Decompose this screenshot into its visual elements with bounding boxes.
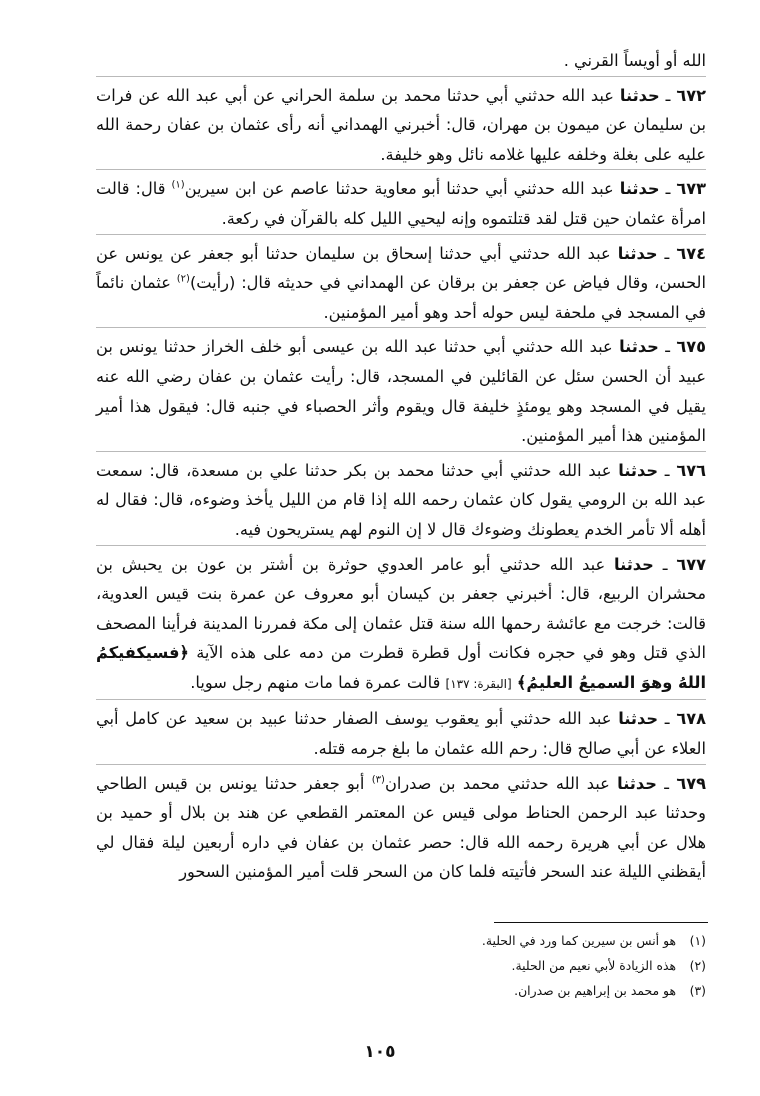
hadith-keyword: حدثنا [617,773,657,793]
quran-verse: ﴿فسيكفيكمُ اللهُ وهوَ السميعُ العليمُ﴾ [96,643,706,692]
hadith-672: ٦٧٢ ـ حدثنا عبد الله حدثني أبي حدثنا محمد بن سلمة الحراني عن أبي عبد الله عن فرات بن سليمان عن ميمون بن مهران، قال: أخبرني الهمداني أنه رأى عثمان بن عفان رحمة الله عليه على بغلة وخلفه عليها غلامه نائل وهو خليفة. [96,76,706,170]
hadith-text-cont: عثمان نائماً في المسجد في ملحفة ليس حوله أحد وهو أمير المؤمنين. [96,273,706,322]
hadith-keyword: حدثنا [618,709,659,729]
footnote-1 [96,928,706,953]
hadith-676: ٦٧٦ ـ حدثنا عبد الله حدثني أبي حدثنا محمد بن بكر حدثنا علي بن مسعدة، قال: سمعت عبد الله بن الرومي يقول كان عثمان رحمه الله إذا قام من الليل يأخذ وضوءه، قال: فقال له أهله ألا تأمر الخدم يعطونك وضوءك قال لا إن النوم لهم يستريحون فيه. [96,451,706,545]
hadith-679: ٦٧٩ ـ حدثنا عبد الله حدثني محمد بن صدران$^{(٣)}$ أبو جعفر حدثنا يونس بن قيس الطاحي وحدثنا عبد الرحمن الحناط مولى قيس عن المعتمر القطعي عن هند بن بلال أو حميد بن هلال عن أبي هريرة رحمه الله قال: حصر عثمان بن عفان في داره أربعين ليلة فقال لي أيقظني الليلة عند السحر فأتيته فلما كان من السحر قلت أمير المؤمنين السحور [96,764,706,887]
footnotes [96,928,706,1003]
footnote-mark: (١) [171,179,185,191]
hadith-text-cont: قالت عمرة فما مات منهم رجل سويا. [190,672,441,692]
hadith-keyword: حدثنا [619,337,659,357]
hadith-keyword: حدثنا [619,85,660,105]
hadith-text: عبد الله حدثني أبي حدثنا عبد الله بن عيسى أبو خلف الخراز حدثنا يونس بن عبيد أن الحسن سئل عن القائلين في المسجد، قال: رأيت عثمان بن عفان رضي الله عنه يقيل في المسجد وهو يومئذٍ خليفة قال ويقوم وأثر الحصباء في جنبه قال: فيقول هذا أمير المؤمنين هذا أمير المؤمنين. [96,337,706,446]
hadith-675: ٦٧٥ ـ حدثنا عبد الله حدثني أبي حدثنا عبد الله بن عيسى أبو خلف الخراز حدثنا يونس بن عبيد أن الحسن سئل عن القائلين في المسجد، قال: رأيت عثمان بن عفان رضي الله عنه يقيل في المسجد وهو يومئذٍ خليفة قال ويقوم وأثر الحصباء في جنبه قال: فيقول هذا أمير المؤمنين هذا أمير المؤمنين. [96,327,706,450]
footnote-text: هو محمد بن إبراهيم بن صدران. [514,983,676,998]
main-text [96,46,706,887]
footnote-2 [96,953,706,978]
hadith-677: ٦٧٧ ـ حدثنا عبد الله حدثني أبو عامر العدوي حوثرة بن أشتر بن عون بن يحبش بن محشران الربيع، قال: أخبرني جعفر بن كيسان أبو معروف عن عمرة بنت قيس العدوية، قالت: خرجت مع عائشة رحمها الله سنة قتل عثمان إلى مكة فمررنا المدينة فرأينا المصحف الذي قتل وهو في حجره فكانت أول قطرة قطرت من دمه على هذه الآية ﴿فسيكفيكمُ اللهُ وهوَ السميعُ العليمُ﴾ [البقرة: ١٣٧] قالت عمرة فما مات منهم رجل سويا. [96,545,706,700]
footnote-3 [96,978,706,1003]
hadith-number: ٦٧٣ [676,179,706,199]
hadith-number: ٦٧٧ [676,554,706,574]
hadith-678: ٦٧٨ ـ حدثنا عبد الله حدثني أبو يعقوب يوسف الصفار حدثنا عبيد بن سعيد عن كامل أبي العلاء عن أبي صالح قال: رحم الله عثمان ما بلغ جرمه قتله. [96,699,706,763]
footnote-mark: (٣) [371,774,385,786]
hadith-number: ٦٧٤ [676,243,706,263]
hadith-text-cont: قال: قالت امرأة عثمان حين قتل لقد قتلتموه وإنه ليحيي الليل كله بالقرآن في ركعة. [96,179,706,228]
footnote-number: (٣) [689,983,706,998]
footnote-number: (١) [689,933,706,948]
footnote-mark: (٢) [176,273,190,285]
hadith-text-cont: أبو جعفر حدثنا يونس بن قيس الطاحي وحدثنا عبد الرحمن الحناط مولى قيس عن المعتمر القطعي عن هند بن بلال أو حميد بن هلال عن أبي هريرة رحمه الله قال: حصر عثمان بن عفان في داره أربعين ليلة فقال لي أيقظني الليلة عند السحر فأتيته فلما كان من السحر قلت أمير المؤمنين السحور [96,773,706,882]
hadith-text: عبد الله حدثني أبي حدثنا أبو معاوية حدثنا عاصم عن ابن سيرين [184,179,614,199]
hadith-keyword: حدثنا [618,460,659,480]
hadith-674: ٦٧٤ ـ حدثنا عبد الله حدثني أبي حدثنا إسحاق بن سليمان حدثنا أبو جعفر عن يونس عن الحسن، وقال فياض عن جعفر بن برقان عن الهمداني في حديثه قال: (رأيت)$^{(٢)}$ عثمان نائماً في المسجد في ملحفة ليس حوله أحد وهو أمير المؤمنين. [96,234,706,328]
hadith-text: عبد الله حدثني محمد بن صدران [384,773,610,793]
footnote-text: هو أنس بن سيرين كما ورد في الحلية. [481,933,676,948]
hadith-text: عبد الله حدثني أبو عامر العدوي حوثرة بن أشتر بن عون بن يحبش بن محشران الربيع، قال: أخبرني جعفر بن كيسان أبو معروف عن عمرة بنت قيس العدوية، قالت: خرجت مع عائشة رحمها الله سنة قتل عثمان إلى مكة فمررنا المدينة فرأينا المصحف الذي قتل وهو في حجره فكانت أول قطرة قطرت من دمه على هذه الآية [96,554,706,663]
hadith-673: ٦٧٣ ـ حدثنا عبد الله حدثني أبي حدثنا أبو معاوية حدثنا عاصم عن ابن سيرين$^{(١)}$ قال: قالت امرأة عثمان حين قتل لقد قتلتموه وإنه ليحيي الليل كله بالقرآن في ركعة. [96,169,706,233]
hadith-number: ٦٧٦ [676,460,706,480]
hadith-number: ٦٧٢ [676,85,706,105]
opening-line: الله أو أويساً القرني . [563,51,706,70]
page-number: ١٠٥ [364,1042,396,1062]
hadith-number: ٦٧٩ [676,773,706,793]
hadith-keyword: حدثنا [614,554,654,574]
footnote-separator [494,922,708,923]
hadith-number: ٦٧٥ [676,337,706,357]
hadith-text: عبد الله حدثني أبي حدثنا محمد بن سلمة الحراني عن أبي عبد الله عن فرات بن سليمان عن ميمون بن مهران، قال: أخبرني الهمداني أنه رأى عثمان بن عفان رحمة الله عليه على بغلة وخلفه عليها غلامه نائل وهو خليفة. [96,85,706,164]
footnote-text: هذه الزيادة لأبي نعيم من الحلية. [511,958,676,973]
hadith-text: عبد الله حدثني أبي حدثنا محمد بن بكر حدثنا علي بن مسعدة، قال: سمعت عبد الله بن الرومي يقول كان عثمان رحمه الله إذا قام من الليل يأخذ وضوءه، قال: فقال له أهله ألا تأمر الخدم يعطونك وضوءك قال لا إن النوم لهم يستريحون فيه. [96,460,706,539]
hadith-text: عبد الله حدثني أبو يعقوب يوسف الصفار حدثنا عبيد بن سعيد عن كامل أبي العلاء عن أبي صالح قال: رحم الله عثمان ما بلغ جرمه قتله. [96,709,706,759]
hadith-keyword: حدثنا [619,179,660,199]
hadith-keyword: حدثنا [617,243,658,263]
hadith-number: ٦٧٨ [676,709,706,729]
verse-reference: [البقرة: ١٣٧] [445,676,512,691]
hadith-text: عبد الله حدثني أبي حدثنا إسحاق بن سليمان حدثنا أبو جعفر عن يونس عن الحسن، وقال فياض عن جعفر بن برقان عن الهمداني في حديثه قال: (رأيت) [96,243,706,293]
footnote-number: (٢) [689,958,706,973]
